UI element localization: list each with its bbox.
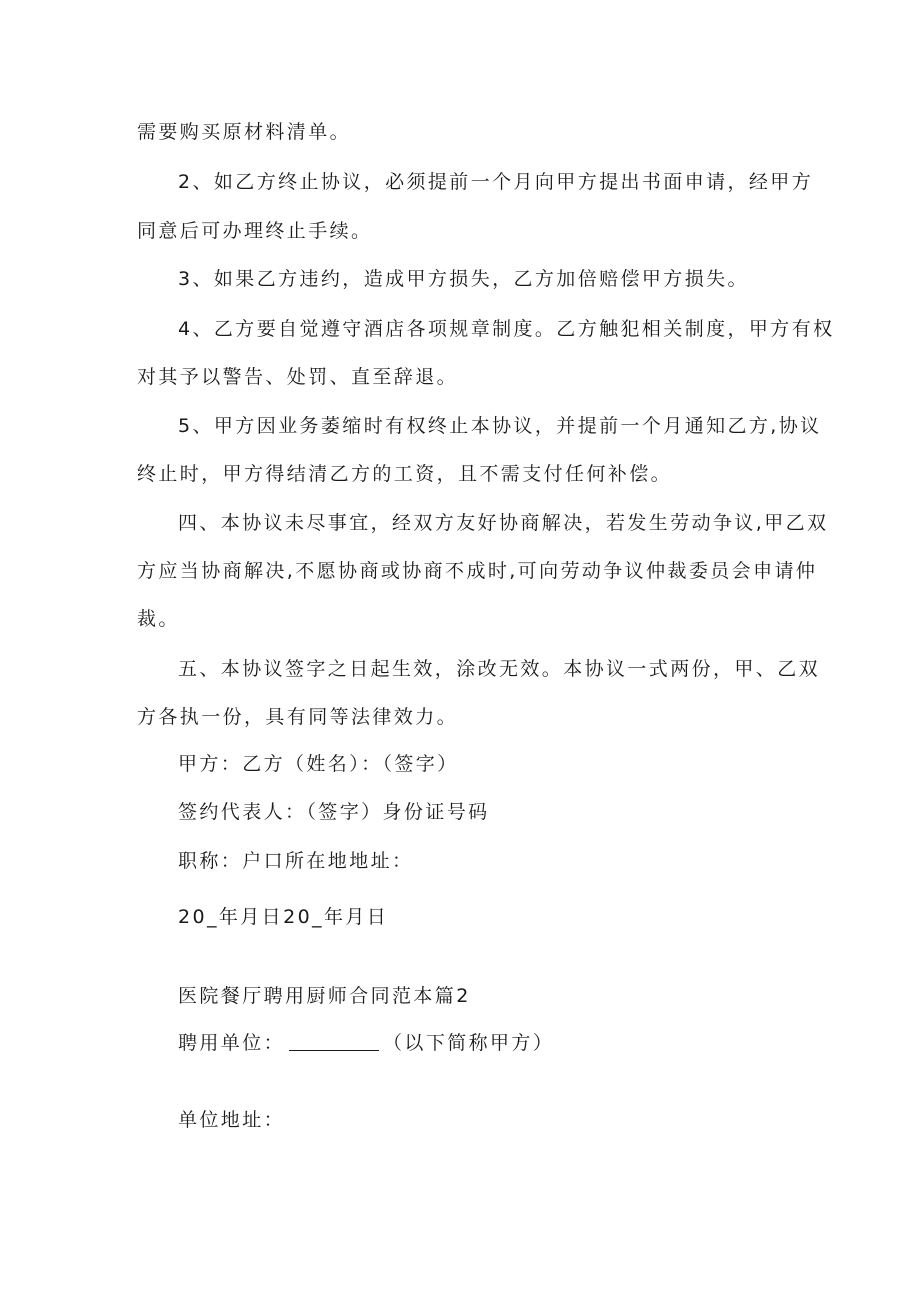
address-line: 单位地址： — [178, 1109, 286, 1131]
paragraph-line: 裁。 — [137, 608, 180, 630]
signature-date-line: 20_年月日20_年月日 — [178, 906, 389, 928]
paragraph-line: 2、如乙方终止协议，必须提前一个月向甲方提出书面申请，经甲方 — [178, 171, 814, 193]
paragraph-line: 四、本协议未尽事宜，经双方友好协商解决，若发生劳动争议,甲乙双 — [178, 512, 829, 534]
employer-blank — [289, 1032, 379, 1051]
paragraph-line: 五、本协议签字之日起生效，涂改无效。本协议一式两份，甲、乙双 — [178, 658, 821, 680]
paragraph-line: 终止时，甲方得结清乙方的工资，且不需支付任何补偿。 — [137, 463, 673, 485]
signature-line-title: 职称：户口所在地地址： — [178, 850, 414, 872]
employer-line — [178, 1031, 554, 1055]
employer-suffix: （以下简称甲方） — [383, 1032, 555, 1054]
signature-line-party: 甲方：乙方（姓名）：（签字） — [178, 753, 459, 775]
paragraph-line: 需要购买原材料清单。 — [137, 121, 352, 143]
paragraph-line: 对其予以警告、处罚、直至辞退。 — [137, 366, 459, 388]
paragraph-line: 方应当协商解决,不愿协商或协商不成时,可向劳动争议仲裁委员会申请仲 — [137, 560, 818, 582]
paragraph-line: 4、乙方要自觉遵守酒店各项规章制度。乙方触犯相关制度，甲方有权 — [178, 318, 835, 340]
section-title: 医院餐厅聘用厨师合同范本篇2 — [178, 985, 471, 1007]
employer-label: 聘用单位： — [178, 1032, 286, 1054]
signature-line-representative: 签约代表人：（签字）身份证号码 — [178, 801, 490, 823]
paragraph-line: 5、甲方因业务萎缩时有权终止本协议，并提前一个月通知乙方,协议 — [178, 415, 822, 437]
paragraph-line: 同意后可办理终止手续。 — [137, 220, 373, 242]
paragraph-line: 方各执一份，具有同等法律效力。 — [137, 706, 459, 728]
paragraph-line: 3、如果乙方违约，造成甲方损失，乙方加倍赔偿甲方损失。 — [178, 268, 749, 290]
